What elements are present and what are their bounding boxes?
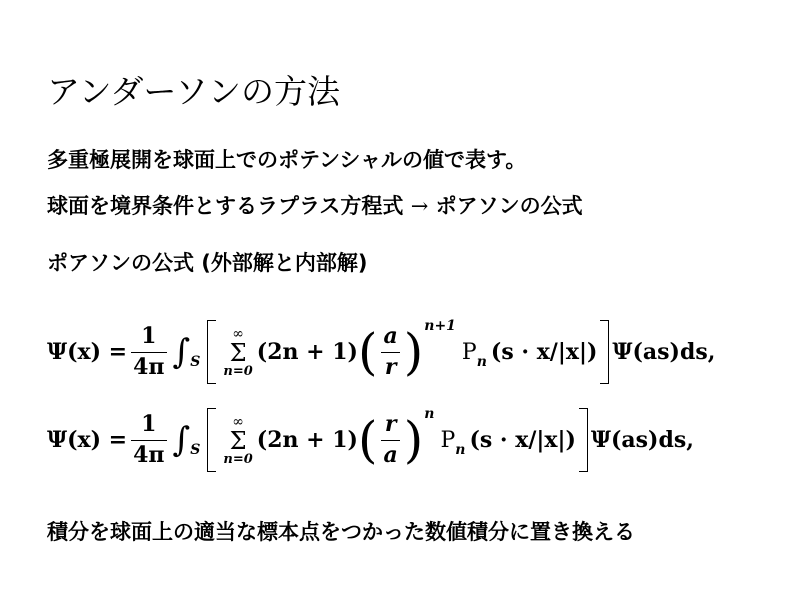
eq1-left-paren: (	[357, 323, 378, 381]
eq2-prefactor-den: 4π	[133, 441, 165, 468]
equation-interior	[47, 408, 694, 472]
eq2-sum-upper: ∞	[232, 413, 244, 430]
eq2-left-paren: (	[357, 411, 378, 469]
bullet-line-2-left: 球面を境界条件とするラプラス方程式	[47, 194, 404, 218]
eq1-integral-sign: ∫	[172, 332, 191, 372]
eq1-legendre-sub: n	[476, 354, 487, 370]
right-arrow-icon: →	[410, 194, 429, 218]
eq2-legendre-sub: n	[455, 442, 466, 458]
eq1-ratio-den: r	[384, 353, 397, 380]
bullet-line-4: 積分を球面上の適当な標本点をつかった数値積分に置き換える	[47, 520, 635, 544]
eq2-left-bracket	[207, 408, 216, 472]
eq2-term: (2n + 1)	[256, 427, 358, 453]
eq1-term: (2n + 1)	[256, 339, 358, 365]
eq2-sum-sigma: Σ	[229, 426, 247, 455]
eq1-legendre: P	[461, 339, 477, 365]
eq1-prefactor	[131, 324, 166, 380]
eq2-prefactor	[131, 412, 166, 468]
eq1-ratio-bar	[381, 352, 399, 353]
eq2-ratio-num: r	[384, 411, 397, 438]
eq2-ratio	[381, 412, 399, 468]
eq1-exponent: n+1	[424, 318, 456, 334]
eq1-summation	[223, 327, 252, 378]
eq1-right-paren: )	[403, 323, 424, 381]
eq1-sum-lower: n=0	[223, 363, 253, 379]
eq1-integral-sub: S	[190, 354, 201, 370]
eq1-lhs: Ψ(x) =	[47, 339, 128, 365]
eq2-prefactor-bar	[131, 440, 166, 441]
eq2-legendre-arg: (s · x/|x|)	[469, 427, 576, 453]
eq2-right-bracket	[579, 408, 588, 472]
eq1-ratio	[381, 324, 399, 380]
eq1-tail: Ψ(as)ds,	[612, 339, 716, 365]
eq1-prefactor-den: 4π	[133, 353, 165, 380]
eq1-right-bracket	[600, 320, 609, 384]
eq1-sum-upper: ∞	[232, 325, 244, 342]
slide-title: アンダーソンの方法	[47, 72, 341, 111]
eq1-ratio-num: a	[383, 323, 398, 350]
bullet-line-2	[47, 190, 583, 220]
eq2-exponent: n	[424, 406, 435, 422]
eq2-legendre: P	[440, 427, 456, 453]
eq2-right-paren: )	[403, 411, 424, 469]
eq1-prefactor-bar	[131, 352, 166, 353]
eq2-prefactor-num: 1	[141, 411, 157, 438]
eq2-integral-sub: S	[190, 442, 201, 458]
bullet-line-3: ポアソンの公式 (外部解と内部解)	[47, 251, 368, 275]
eq1-prefactor-num: 1	[141, 323, 157, 350]
eq1-legendre-arg: (s · x/|x|)	[490, 339, 598, 365]
eq2-ratio-den: a	[383, 441, 398, 468]
eq2-sum-lower: n=0	[223, 451, 253, 467]
eq2-integral-sign: ∫	[172, 420, 191, 460]
eq1-sum-sigma: Σ	[229, 338, 247, 367]
equation-exterior	[47, 320, 715, 384]
bullet-line-1: 多重極展開を球面上でのポテンシャルの値で表す。	[47, 148, 527, 172]
eq2-lhs: Ψ(x) =	[47, 427, 128, 453]
eq1-left-bracket	[207, 320, 216, 384]
eq2-summation	[223, 415, 252, 466]
eq2-tail: Ψ(as)ds,	[590, 427, 694, 453]
eq2-ratio-bar	[381, 440, 399, 441]
bullet-line-2-right: ポアソンの公式	[435, 194, 583, 218]
